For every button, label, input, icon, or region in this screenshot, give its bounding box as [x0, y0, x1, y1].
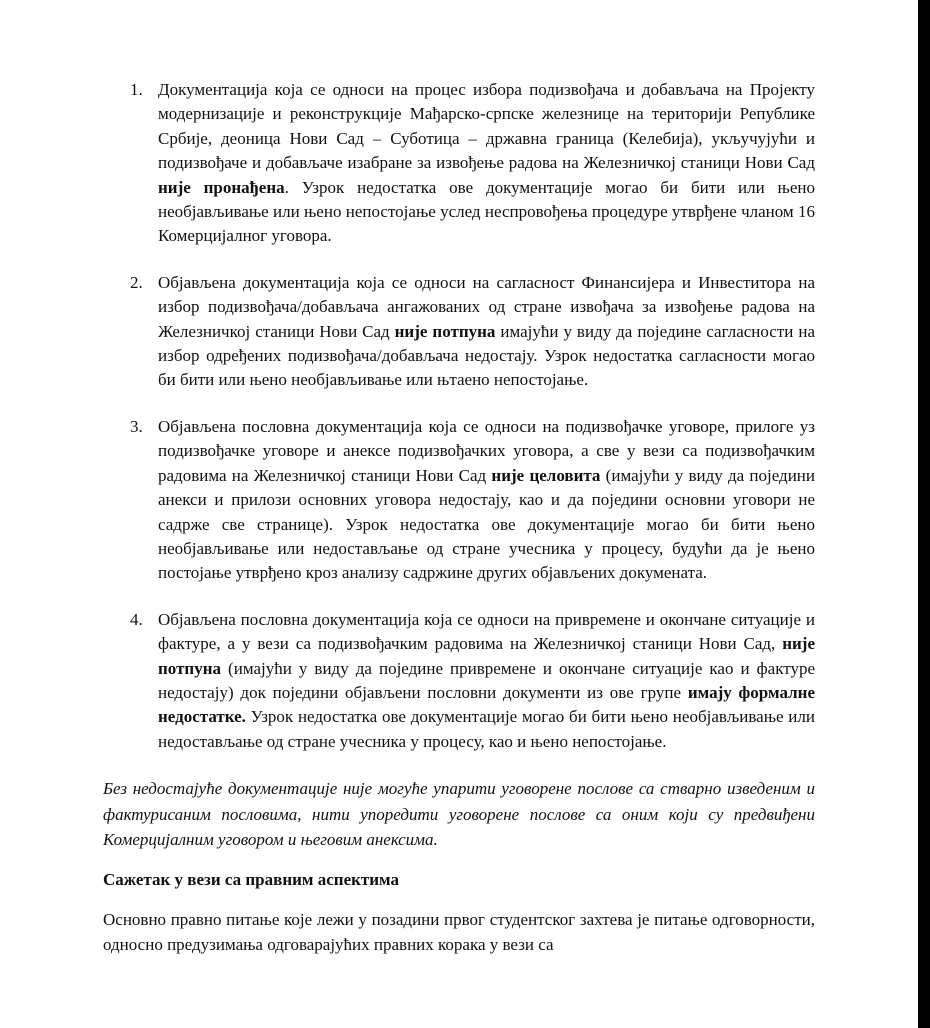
list-item-emphasis: није потпуна [394, 321, 496, 341]
list-item-text [158, 78, 815, 249]
list-item-emphasis: имају формалне недостатке. [158, 682, 815, 727]
list-item-text-part: . Узрок недостатка ове документације могао би бити или њено необјављивање или њено непостојање услед неспровођења процедуре утврђене чланом 16 Комерцијалног уговора. [158, 177, 815, 246]
list-item-emphasis: није пронађена [158, 177, 285, 197]
italic-conclusion: Без недостајуће документације није могуће упарити уговорене послове са стварно изведеним и фактурисаним пословима, нити упоредити уговорене послове са оним који су предвиђени Комерцијалним уговором и његовим анексима. [103, 779, 815, 850]
list-item-text-part: Објављена пословна документација која се односи на привремене и окончане ситуације и фактуре, а у вези са подизвођачким радовима на Железничкој станици Нови Сад, [158, 609, 815, 654]
list-item-number: 1. [130, 80, 143, 99]
page-edge [918, 0, 930, 1028]
list-item [103, 78, 815, 249]
document-content [103, 78, 815, 957]
list-item-text-part: имајући у виду да поједине сагласности на избор одређених подизвођача/добављача недостају. Узрок недостатка сагласности могао би бити или њено необјављивање или њтаено непостојање. [158, 321, 815, 390]
list-item-text-part: Узрок недостатка ове документације могао би бити њено необјављивање или недостављање од стране учесника у процесу, као и њено непостојање. [158, 707, 815, 751]
list-item-emphasis: није целовита [491, 465, 601, 485]
list-item-number: 4. [130, 609, 143, 629]
list-item-number: 2. [130, 272, 143, 292]
list-item-text-part: Документација која се односи на процес избора подизвођача и добављача на Пројекту модернизације и реконструкције Мађарско-српске железнице на територији Републике Србије, деоница Нови Сад – Суботица – државна граница (Келебија), укључујући и подизвођаче и добављаче изабране за извођење радова на Железничкој станици Нови Сад [158, 80, 815, 173]
list-item-emphasis: није потпуна [158, 634, 815, 678]
list-item [103, 608, 815, 754]
body-paragraph: Основно правно питање које лежи у позадини првог студентског захтева је питање одговорности, односно предузимања одговарајућих правних корака у вези са [103, 909, 815, 954]
list-item-text-part: (имајући у виду да поједине привремене и окончане ситуације као и фактуре недостају) док поједини објављени пословни документи из ове групе [158, 658, 815, 702]
list-item-text-part: Објављена пословна документација која се односи на подизвођачке уговоре, прилоге уз подизвођачке уговоре и анексе подизвођачких уговора, а све у вези са подизвођачким радовима на Железничкој станици Нови Сад [158, 416, 815, 485]
list-item-text-part: (имајући у виду да поједини анекси и прилози основних уговора недостају, као и да поједини основни уговори не садрже све странице). Узрок недостатка ове документације могао би бити њено необјављивање или недостављање од стране учесника у процесу, будући да је њено постојање утврђено кроз анализу садржине других објављених докумената. [158, 465, 815, 583]
list-item-text [158, 415, 815, 586]
list-item-text [158, 271, 815, 393]
section-heading: Сажетак у вези са правним аспектима [103, 869, 400, 889]
list-item-number: 3. [130, 416, 143, 436]
list-item [103, 271, 815, 393]
list-item-text [158, 608, 815, 754]
list-item [103, 415, 815, 586]
list-item-text-part: Објављена документација која се односи на сагласност Финансијера и Инвеститора на избор подизвођача/добављача ангажованих од стране извођача за извођење радова на Железничкој станици Нови Сад [158, 272, 815, 341]
findings-list [103, 78, 815, 754]
